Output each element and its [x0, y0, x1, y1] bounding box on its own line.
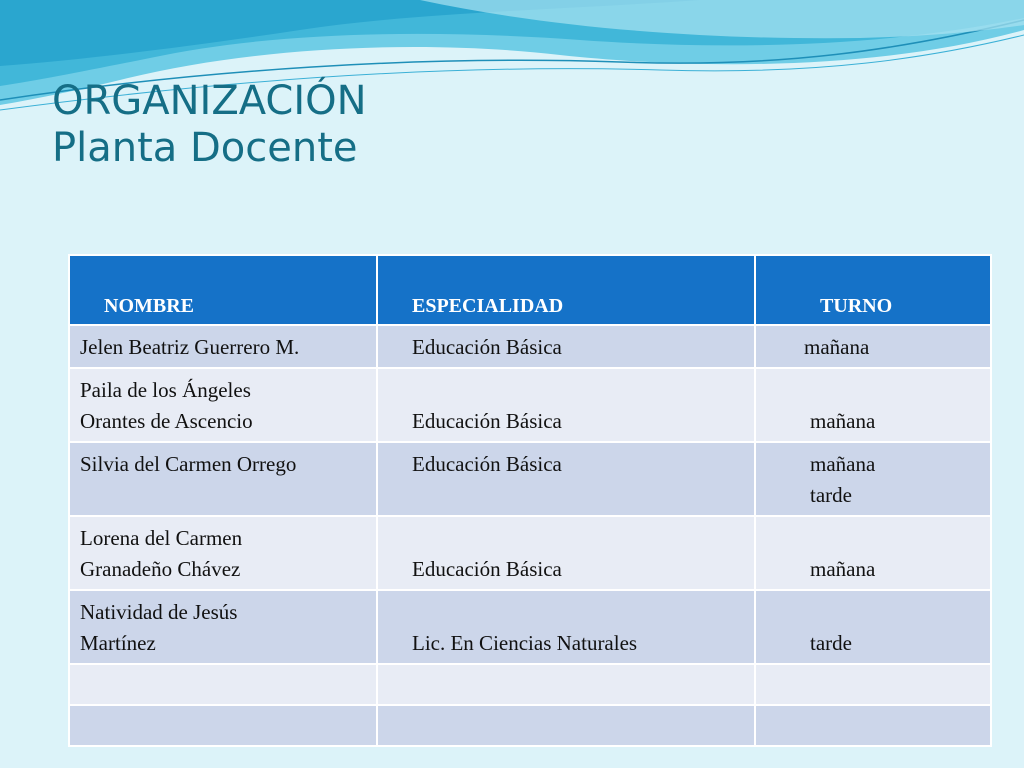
cell-nombre: Paila de los Ángeles Orantes de Ascencio	[69, 368, 377, 442]
cell-nombre	[69, 705, 377, 746]
cell-especialidad	[377, 705, 755, 746]
table-header-row	[69, 255, 991, 325]
cell-especialidad: Educación Básica	[377, 516, 755, 590]
cell-nombre: Jelen Beatriz Guerrero M.	[69, 325, 377, 368]
staff-table	[68, 254, 992, 747]
cell-turno	[755, 705, 991, 746]
cell-turno: mañana	[755, 325, 991, 368]
cell-especialidad: Educación Básica	[377, 325, 755, 368]
table-row	[69, 442, 991, 516]
cell-turno: mañana	[755, 368, 991, 442]
slide-title	[52, 78, 367, 172]
cell-nombre: Silvia del Carmen Orrego	[69, 442, 377, 516]
cell-nombre: Lorena del Carmen Granadeño Chávez	[69, 516, 377, 590]
table-row-empty	[69, 664, 991, 705]
cell-especialidad: Educación Básica	[377, 442, 755, 516]
header-especialidad: ESPECIALIDAD	[377, 255, 755, 325]
cell-especialidad	[377, 664, 755, 705]
cell-nombre: Natividad de Jesús Martínez	[69, 590, 377, 664]
header-turno: TURNO	[755, 255, 991, 325]
table-row-empty	[69, 705, 991, 746]
table-row	[69, 516, 991, 590]
cell-especialidad: Educación Básica	[377, 368, 755, 442]
cell-turno	[755, 664, 991, 705]
table-row	[69, 368, 991, 442]
title-line-2: Planta Docente	[52, 125, 358, 172]
cell-especialidad: Lic. En Ciencias Naturales	[377, 590, 755, 664]
cell-nombre	[69, 664, 377, 705]
title-line-1: ORGANIZACIÓN	[52, 78, 367, 124]
table-row	[69, 590, 991, 664]
table-row	[69, 325, 991, 368]
header-nombre: NOMBRE	[69, 255, 377, 325]
cell-turno: tarde	[755, 590, 991, 664]
cell-turno: mañana	[755, 516, 991, 590]
cell-turno: mañana tarde	[755, 442, 991, 516]
